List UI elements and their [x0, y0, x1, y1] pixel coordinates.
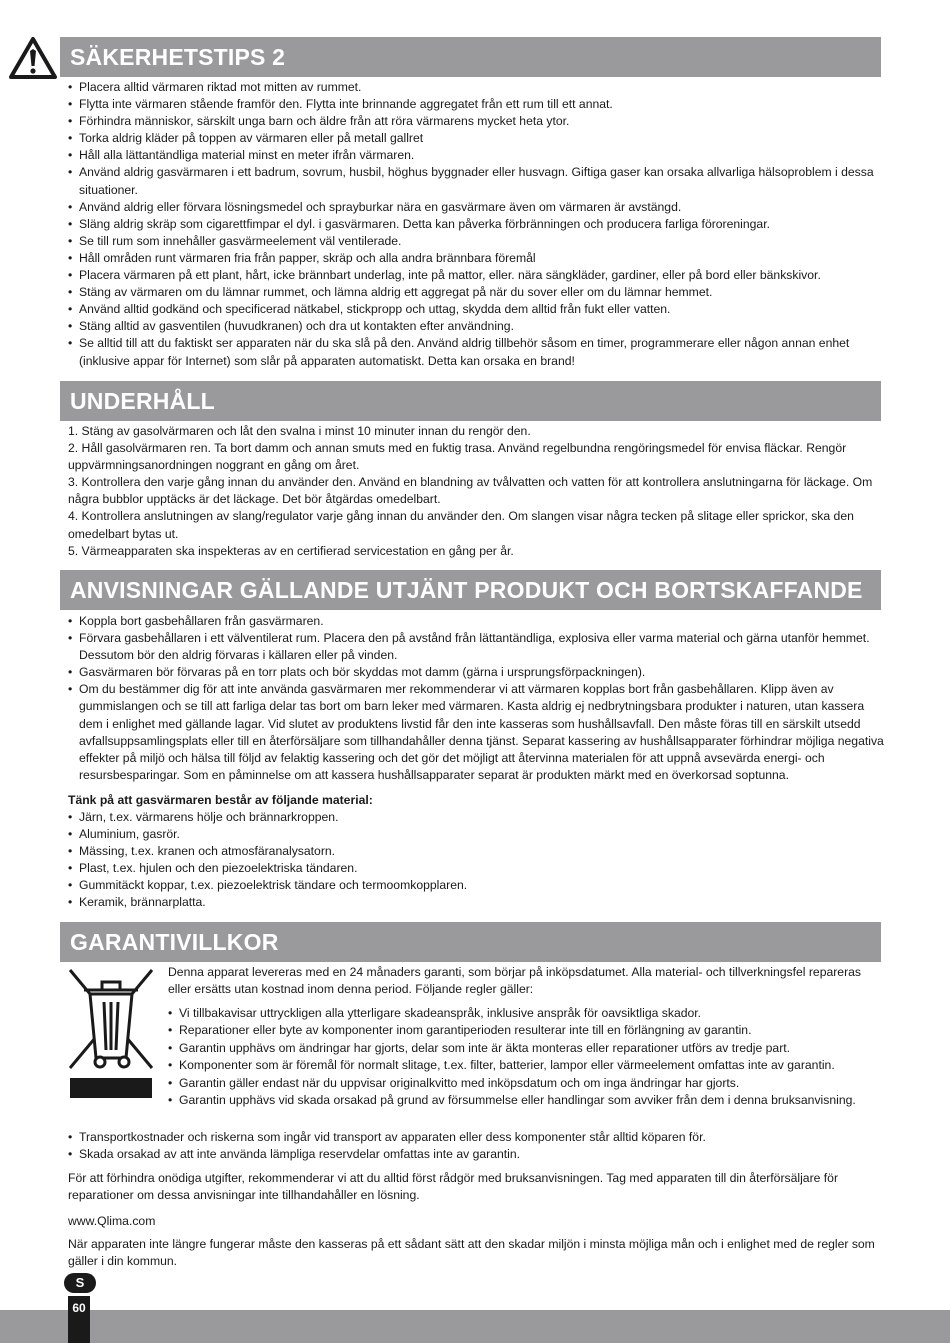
list-item: 2. Håll gasolvärmaren ren. Ta bort damm och annan smuts med en fuktig trasa. Använd regelbundna rengöringsmedel för envisa fläckar. Rengör uppvärmningsanordningen noggrant en gång om året.: [68, 441, 847, 473]
list-item: • Mässing, t.ex. kranen och atmosfäranalysatorn.: [68, 843, 884, 860]
list-item: • Torka aldrig kläder på toppen av värmaren eller på metall gallret: [68, 130, 884, 147]
list-item: • Stäng av värmaren om du lämnar rummet, och lämna aldrig ett aggregat på när du sover eller om du lämnar hemmet.: [68, 284, 884, 301]
list-item: • Använd alltid godkänd och specificerad nätkabel, stickpropp och uttag, skydda dem alltid från fukt eller vatten.: [68, 301, 884, 318]
materials-heading: Tänk på att gasvärmaren består av följande material:: [68, 793, 373, 807]
list-item: 1. Stäng av gasolvärmaren och låt den svalna i minst 10 minuter innan du rengör den.: [68, 424, 531, 438]
list-item: • Stäng alltid av gasventilen (huvudkranen) och dra ut kontakten efter användning.: [68, 318, 884, 335]
list-item: • Aluminium, gasrör.: [68, 826, 884, 843]
safety-list: [68, 79, 884, 370]
list-item: • Reparationer eller byte av komponenter inom garantiperioden resulterar inte till en förlängning av garantin.: [168, 1022, 884, 1039]
crossed-bin-icon: [66, 966, 156, 1102]
language-badge: S: [64, 1273, 96, 1293]
list-item: 5. Värmeapparaten ska inspekteras av en certifierad servicestation en gång per år.: [68, 543, 514, 558]
list-item: • Se till rum som innehåller gasvärmeelement väl ventilerade.: [68, 233, 884, 250]
list-item: • Transportkostnader och riskerna som ingår vid transport av apparaten eller dess komponenter står alltid köparen för.: [68, 1129, 884, 1146]
list-item: • Placera värmaren på ett plant, hårt, icke brännbart underlag, inte på mattor, eller. nära sängkläder, gardiner, eller på bord eller bänkskivor.: [68, 267, 884, 284]
list-item: • Komponenter som är föremål för normalt slitage, t.ex. filter, batterier, lampor eller värmeelement omfattas inte av garantin.: [168, 1057, 884, 1074]
maintenance-list: [68, 423, 884, 560]
page-number: 60: [68, 1296, 90, 1343]
list-item: • Flytta inte värmaren stående framför den. Flytta inte brinnande aggregatet från ett rum till ett annat.: [68, 96, 884, 113]
disposal-list: [68, 613, 884, 784]
list-item: • Håll områden runt värmaren fria från papper, skräp och alla andra brännbara föremål: [68, 250, 884, 267]
warranty-more: [68, 1129, 884, 1163]
materials-list: [68, 809, 884, 912]
section-title-disposal: ANVISNINGAR GÄLLANDE UTJÄNT PRODUKT OCH BORTSKAFFANDE: [60, 570, 881, 610]
list-item: • Om du bestämmer dig för att inte använda gasvärmaren mer rekommenderar vi att värmaren kopplas bort från gasbehållaren. Klipp även av gummislangen och se till att farliga delar tas bort om barn leker med värmaren. Kasta aldrig ej nedbrytningsbara produkter i naturen, utan kassera dem i enlighet med gällande lagar. Vid slutet av produktens livstid får den inte kasseras som hushållsavfall. Den måste föras till en särskilt utsedd avfallsuppsamlingsplats eller till en återförsäljare som tillhandahåller denna tjänst. Separat kassering av hushållsapparater förhindrar möjliga negativa effekter på miljö och hälsa till följd av felaktig kassering och det gör det möjligt att återvinna materialen för att uppnå avsevärda energi- och resursbesparingar. Som en påminnelse om att kassera hushållsapparater separat är produkten märkt med en överkorsad soptunna.: [68, 681, 884, 784]
warranty-intro: Denna apparat levereras med en 24 månaders garanti, som börjar på inköpsdatumet. Alla material- och tillverkningsfel repareras eller ersätts utan kostnad inom denna period. Följande regler gäller:: [168, 965, 862, 997]
list-item: • Garantin gäller endast när du uppvisar originalkvitto med inköpsdatum och om inga ändringar har gjorts.: [168, 1075, 884, 1092]
list-item: • Keramik, brännarplatta.: [68, 894, 884, 911]
list-item: 4. Kontrollera anslutningen av slang/regulator varje gång innan du använder den. Om slangen visar några tecken på slitage eller sprickor, ska den omedelbart bytas ut.: [68, 509, 854, 541]
warranty-rules: [168, 1005, 884, 1109]
list-item: • Gummitäckt koppar, t.ex. piezoelektrisk tändare och termoomkopplaren.: [68, 877, 884, 894]
list-item: • Skada orsakad av att inte använda lämpliga reservdelar omfattas inte av garantin.: [68, 1146, 884, 1163]
disposal-paragraph: När apparaten inte längre fungerar måste den kasseras på ett sådant sätt att den skadar miljön i minsta möjliga mån och i enlighet med de regler som gäller i din kommun.: [68, 1237, 875, 1269]
list-item: • Se alltid till att du faktiskt ser apparaten när du ska slå på den. Använd aldrig tillbehör såsom en timer, programmerare eller någon annan enhet (inklusive appar för Internet) som slår på apparaten automatiskt. Detta kan orsaka en brand!: [68, 335, 884, 369]
list-item: 3. Kontrollera den varje gång innan du använder den. Använd en blandning av tvålvatten och vatten för att kontrollera anslutningarna för läckage. Om några bubblor upptäcks är det läckage. Det bör åtgärdas omedelbart.: [68, 475, 873, 507]
list-item: • Förvara gasbehållaren i ett välventilerat rum. Placera den på avstånd från lättantändliga, explosiva eller varma material och gärna utanför hemmet. Dessutom bör den aldrig förvaras i källaren eller på vinden.: [68, 630, 884, 664]
list-item: • Plast, t.ex. hjulen och den piezoelektriska tändaren.: [68, 860, 884, 877]
section-title-warranty: GARANTIVILLKOR: [60, 922, 881, 962]
warning-triangle-icon: [8, 36, 58, 80]
list-item: • Garantin upphävs om ändringar har gjorts, delar som inte är äkta monteras eller reparationer utförs av tredje part.: [168, 1040, 884, 1057]
list-item: • Släng aldrig skräp som cigarettfimpar el dyl. i gasvärmaren. Detta kan påverka förbränningen och producera farliga föroreningar.: [68, 216, 884, 233]
warranty-paragraph: För att förhindra onödiga utgifter, rekommenderar vi att du alltid först rådgör med bruksanvisningen. Tag med apparaten till din återförsäljare för reparationer om dessa anvisningar inte tillhandahåller en lösning.: [68, 1171, 839, 1203]
list-item: • Håll alla lättantändliga material minst en meter ifrån värmaren.: [68, 147, 884, 164]
section-title-maintenance: UNDERHÅLL: [60, 381, 881, 421]
list-item: • Vi tillbakavisar uttryckligen alla ytterligare skadeanspråk, inklusive anspråk för oavsiktliga skador.: [168, 1005, 884, 1022]
list-item: • Garantin upphävs vid skada orsakad på grund av försummelse eller handlingar som avviker från dem i denna bruksanvisning.: [168, 1092, 884, 1109]
footer-bar: [0, 1310, 950, 1343]
list-item: • Förhindra människor, särskilt unga barn och äldre från att röra värmarens mycket heta ytor.: [68, 113, 884, 130]
list-item: • Använd aldrig eller förvara lösningsmedel och sprayburkar nära en gasvärmare även om värmaren är avstängd.: [68, 199, 884, 216]
list-item: • Järn, t.ex. värmarens hölje och brännarkroppen.: [68, 809, 884, 826]
list-item: • Placera alltid värmaren riktad mot mitten av rummet.: [68, 79, 884, 96]
website-link[interactable]: www.Qlima.com: [68, 1214, 156, 1228]
list-item: • Koppla bort gasbehållaren från gasvärmaren.: [68, 613, 884, 630]
list-item: • Gasvärmaren bör förvaras på en torr plats och bör skyddas mot damm (gärna i ursprungsförpackningen).: [68, 664, 884, 681]
section-title-safety: SÄKERHETSTIPS 2: [60, 37, 881, 77]
list-item: • Använd aldrig gasvärmaren i ett badrum, sovrum, husbil, höghus byggnader eller husvagn. Giftiga gaser kan orsaka allvarliga hälsoproblem i dessa situationer.: [68, 164, 884, 198]
